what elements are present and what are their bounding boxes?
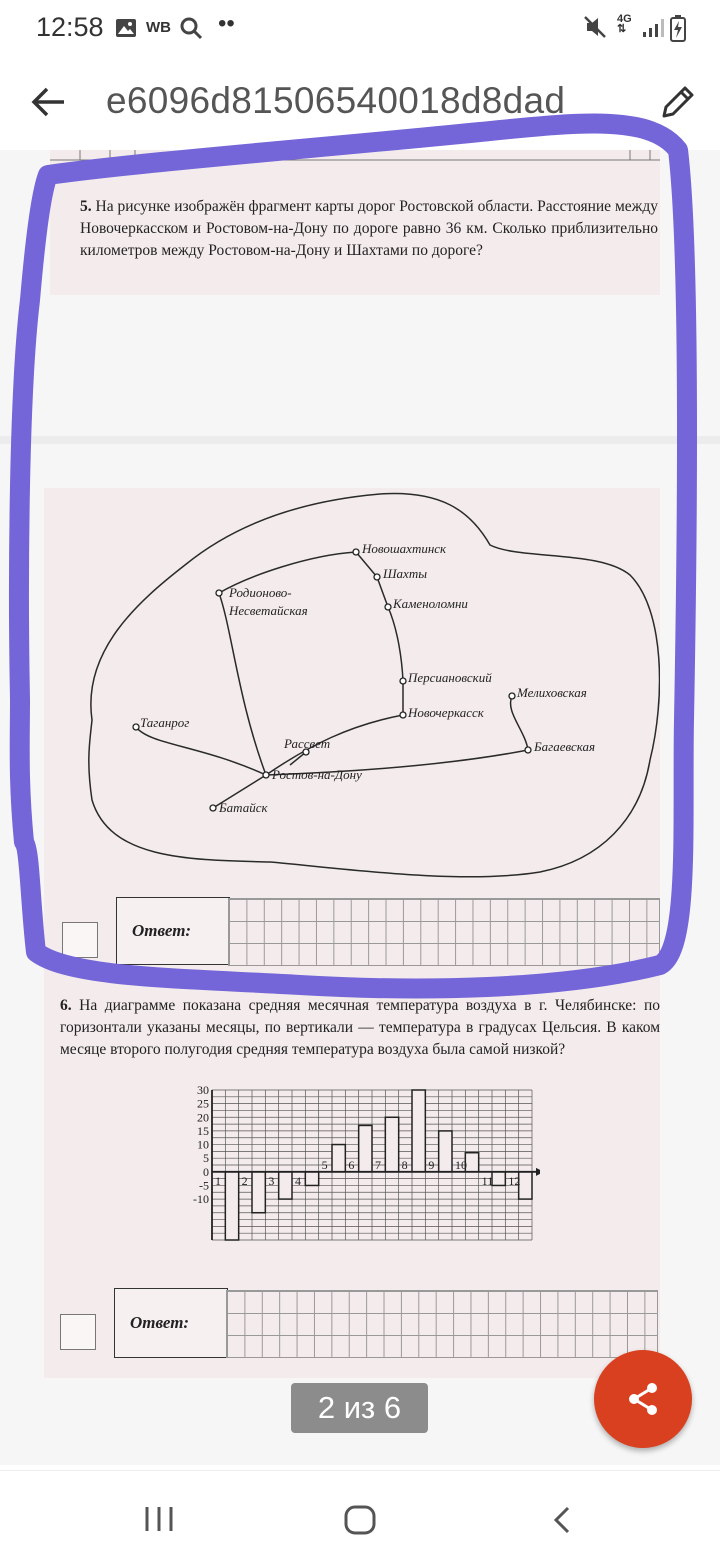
label-persianovsky: Персиановский bbox=[408, 670, 492, 685]
share-button[interactable] bbox=[594, 1350, 692, 1448]
y-tick-label: 5 bbox=[203, 1151, 209, 1166]
y-tick-label: 15 bbox=[197, 1123, 209, 1138]
label-novoshakhtinsk: Новошахтинск bbox=[362, 541, 447, 556]
hand-drawn-highlight bbox=[0, 100, 720, 1000]
y-tick-label: -5 bbox=[199, 1178, 209, 1193]
bar-month-1 bbox=[225, 1172, 238, 1240]
bar-month-7 bbox=[385, 1117, 398, 1172]
month-label-9: 9 bbox=[428, 1157, 435, 1172]
network-type: 4G ⇅ bbox=[617, 13, 632, 35]
month-label-5: 5 bbox=[321, 1157, 328, 1172]
mute-icon bbox=[583, 14, 607, 40]
month-label-8: 8 bbox=[401, 1157, 408, 1172]
month-label-1: 1 bbox=[215, 1173, 221, 1188]
task-6-text bbox=[60, 995, 660, 1061]
bar-month-9 bbox=[439, 1131, 452, 1172]
home-icon[interactable] bbox=[344, 1505, 376, 1535]
navigation-bar bbox=[0, 1470, 720, 1561]
carrier-badge: WB bbox=[146, 19, 171, 36]
bar-month-2 bbox=[252, 1172, 265, 1213]
recent-apps-icon[interactable] bbox=[143, 1505, 175, 1533]
y-tick-label: 25 bbox=[197, 1096, 209, 1111]
month-label-7: 7 bbox=[375, 1157, 381, 1172]
share-icon bbox=[625, 1381, 661, 1417]
month-label-3: 3 bbox=[268, 1173, 275, 1188]
bar-month-8 bbox=[412, 1090, 425, 1172]
y-tick-label: 0 bbox=[203, 1164, 209, 1179]
signal-icon bbox=[641, 18, 665, 38]
month-label-6: 6 bbox=[348, 1157, 355, 1172]
task-5-number: 5. bbox=[80, 198, 92, 215]
document-title: e6096d81506540018d8dad bbox=[106, 80, 566, 121]
bar-month-3 bbox=[279, 1172, 292, 1199]
task-5-answer-label: Ответ: bbox=[132, 921, 192, 940]
month-label-4: 4 bbox=[295, 1173, 301, 1188]
bar-month-10 bbox=[465, 1153, 478, 1172]
month-label-2: 2 bbox=[241, 1173, 248, 1188]
label-melikhovskaya: Мелиховская bbox=[517, 685, 587, 700]
bar-month-11 bbox=[492, 1172, 505, 1186]
task-6-marker-box bbox=[60, 1314, 96, 1350]
bar-month-12 bbox=[519, 1172, 532, 1199]
search-icon bbox=[179, 16, 203, 40]
month-label-11: 11 bbox=[481, 1173, 494, 1188]
task-6-question: На диаграмме показана средняя месячная температура воздуха в г. Челябинске: по горизонтали указаны месяцы, по вертикали — температура в градусах Цельсия. В каком месяце второго полугодия средняя температура воздуха была самой низкой? bbox=[60, 997, 661, 1058]
chart-y-tick-labels bbox=[193, 1083, 209, 1206]
bar-month-5 bbox=[332, 1145, 345, 1172]
label-taganrog: Таганрог bbox=[140, 715, 190, 730]
label-rostov: Ростов-на-Дону bbox=[272, 767, 362, 782]
bar-month-6 bbox=[359, 1125, 372, 1171]
month-label-12: 12 bbox=[508, 1173, 521, 1188]
task-6-number: 6. bbox=[60, 997, 72, 1014]
back-icon[interactable] bbox=[550, 1505, 574, 1535]
y-tick-label: 10 bbox=[197, 1137, 209, 1152]
label-bataysk: Батайск bbox=[219, 800, 268, 815]
y-tick-label: 20 bbox=[197, 1110, 209, 1125]
task-5-question: На рисунке изображён фрагмент карты дорог Ростовской области. Расстояние между Новочеркасском и Ростовом-на-Дону по дороге равно 36 км. Сколько приблизительно километров между Ростовом-на-Дону и Шахтами по дороге? bbox=[80, 198, 658, 259]
label-shakhty: Шахты bbox=[383, 566, 428, 581]
status-bar bbox=[0, 0, 720, 56]
label-bagaevskaya: Багаевская bbox=[534, 739, 596, 754]
bar-month-4 bbox=[305, 1172, 318, 1186]
clock: 12:58 bbox=[36, 12, 104, 42]
network-label: 4G bbox=[617, 13, 632, 25]
task-6-answer-grid[interactable] bbox=[226, 1290, 658, 1358]
label-rodionovo-2: Несветайская bbox=[229, 603, 308, 618]
battery-icon bbox=[670, 14, 686, 42]
label-kamenolomni: Каменоломни bbox=[393, 596, 468, 611]
overflow-dots: •• bbox=[218, 10, 235, 37]
x-axis-arrow bbox=[536, 1168, 540, 1176]
label-rodionovo-1: Родионово- bbox=[229, 585, 292, 600]
temperature-chart bbox=[180, 1082, 540, 1248]
label-novocherkassk: Новочеркасск bbox=[408, 705, 484, 720]
y-tick-label: 30 bbox=[197, 1083, 209, 1097]
y-tick-label: -10 bbox=[193, 1192, 209, 1207]
image-icon bbox=[115, 18, 137, 38]
page-counter: 2 из 6 bbox=[291, 1383, 428, 1433]
task-6-answer-label: Ответ: bbox=[130, 1313, 190, 1332]
label-rassvet: Рассвет bbox=[284, 736, 331, 751]
month-label-10: 10 bbox=[455, 1157, 467, 1172]
